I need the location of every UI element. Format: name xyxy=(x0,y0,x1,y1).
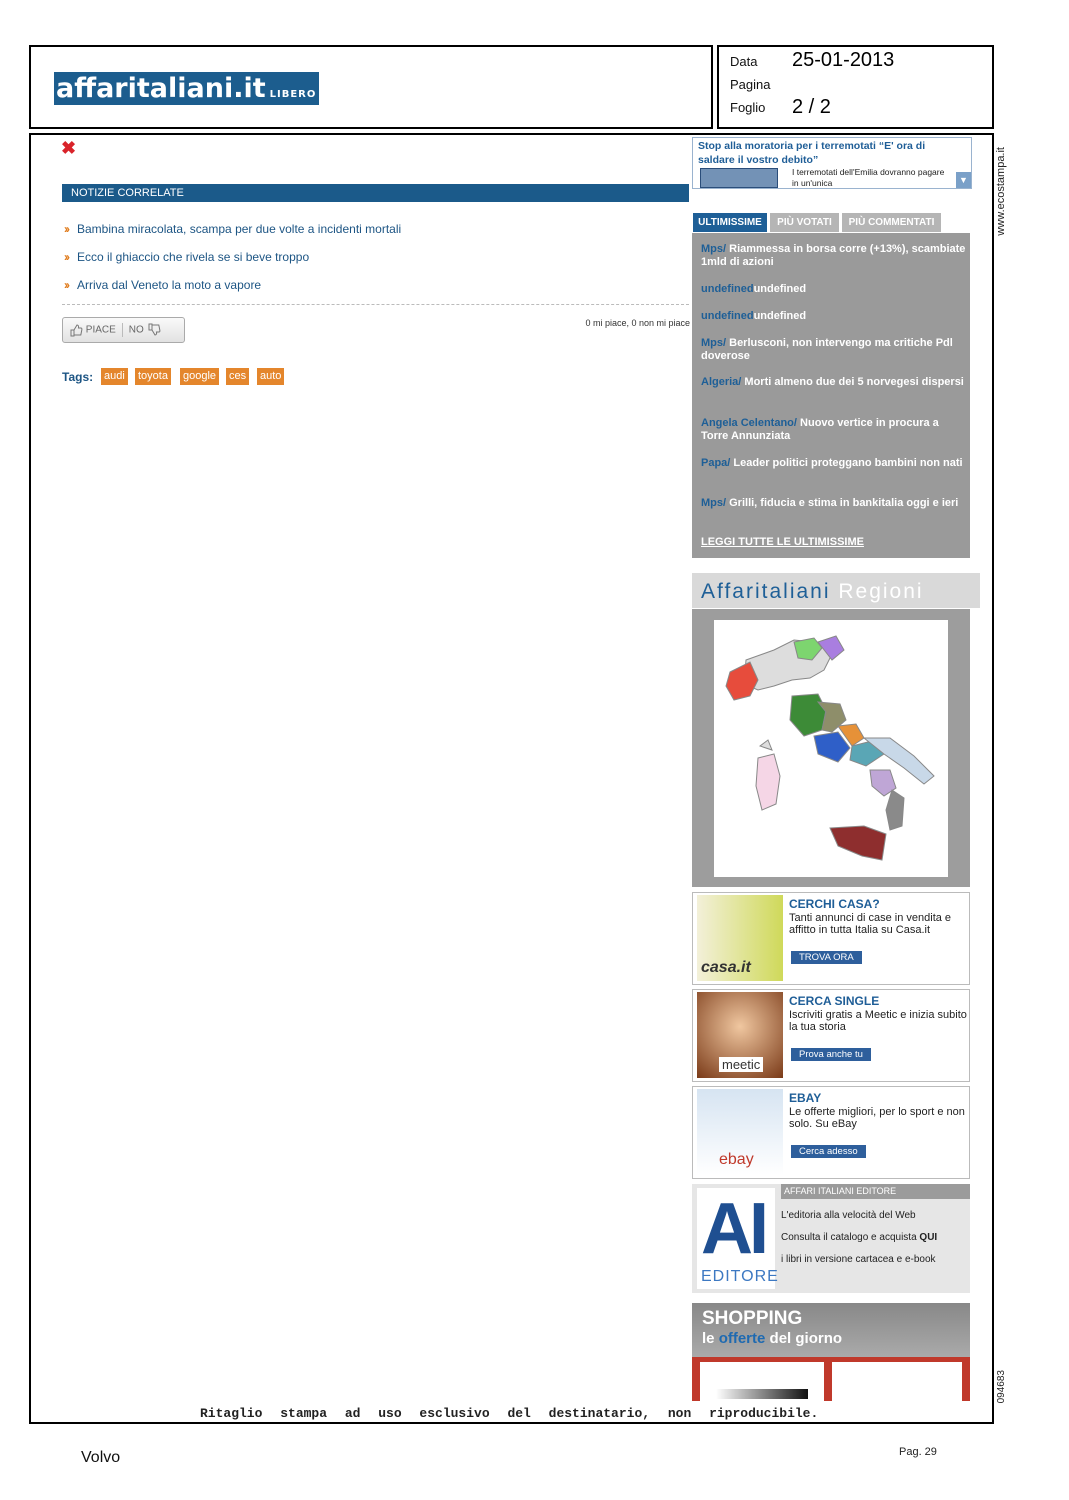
casa-logo: casa.it xyxy=(701,959,751,976)
promo-text: I terremotati dell'Emilia dovranno pagare in un'unica xyxy=(792,167,945,188)
tag-link[interactable]: toyota xyxy=(135,368,171,385)
double-chevron-icon: ›› xyxy=(64,250,68,264)
trova-ora-button[interactable]: TROVA ORA xyxy=(791,951,862,964)
ad-title[interactable]: CERCHI CASA? xyxy=(789,897,880,911)
ad-text: Iscriviti gratis a Meetic e inizia subito la tua storia xyxy=(789,1009,967,1033)
promo-thumbnail xyxy=(700,168,778,188)
ad-title[interactable]: EBAY xyxy=(789,1091,822,1105)
thumbs-down-icon xyxy=(147,323,161,337)
client-name: Volvo xyxy=(81,1449,121,1466)
news-item[interactable]: undefinedundefined xyxy=(701,283,807,295)
tab-piu-commentati[interactable]: PIÙ COMMENTATI xyxy=(842,213,941,232)
shopping-subtitle: le offerte del giorno xyxy=(702,1330,843,1347)
dislike-button[interactable]: NO xyxy=(122,323,167,337)
affaritaliani-logo: affaritaliani.it LIBERO xyxy=(54,72,319,105)
related-news-item[interactable]: ›› Ecco il ghiaccio che rivela se si beve troppo xyxy=(64,250,310,264)
ad-text: Tanti annunci di case in vendita e affitto in tutta Italia su Casa.it xyxy=(789,912,952,936)
close-icon[interactable]: ✖ xyxy=(61,138,77,158)
double-chevron-icon: ›› xyxy=(64,222,68,236)
meetic-ad-image xyxy=(697,992,783,1078)
news-item[interactable]: Angela Celentano/ Nuovo vertice in procura a Torre Annunziata xyxy=(701,417,939,442)
ritaglio-notice: Ritaglio stampa ad uso esclusivo del destinatario, non riproducibile. xyxy=(200,1406,819,1421)
data-label: Data xyxy=(730,54,758,69)
data-value: 25-01-2013 xyxy=(792,49,895,71)
likes-count: 0 mi piace, 0 non mi piace xyxy=(585,318,690,328)
double-chevron-icon: ›› xyxy=(64,278,68,292)
divider xyxy=(62,304,689,305)
like-dislike-widget xyxy=(62,317,185,343)
shopping-title: SHOPPING xyxy=(702,1308,803,1329)
page-number: Pag. 29 xyxy=(899,1446,937,1458)
regioni-header[interactable]: Affaritaliani Regioni xyxy=(692,573,980,608)
news-item[interactable]: Papa/ Leader politici proteggano bambini non nati xyxy=(701,457,963,469)
read-all-link[interactable]: LEGGI TUTTE LE ULTIMISSIME xyxy=(701,536,864,548)
italy-map-icon xyxy=(714,620,948,877)
thumbs-up-icon xyxy=(69,323,83,337)
italy-regions-map[interactable] xyxy=(714,620,948,877)
clipping-code: 094683 xyxy=(996,1370,1007,1404)
qui-link[interactable]: QUI xyxy=(919,1232,938,1243)
news-item[interactable]: undefinedundefined xyxy=(701,310,807,322)
casa-ad-image xyxy=(697,895,783,981)
ad-text: Le offerte migliori, per lo sport e non solo. Su eBay xyxy=(789,1106,965,1130)
cerca-adesso-button[interactable]: Cerca adesso xyxy=(791,1145,866,1158)
related-news-item[interactable]: ›› Bambina miracolata, scampa per due volte a incidenti mortali xyxy=(64,222,402,236)
tags-label: Tags: xyxy=(62,370,94,384)
pagina-label: Pagina xyxy=(730,77,771,92)
shopping-products[interactable] xyxy=(692,1357,970,1401)
tag-link[interactable]: ces xyxy=(226,368,249,385)
tab-ultimissime[interactable]: ULTIMISSIME xyxy=(693,213,767,232)
ad-title[interactable]: CERCA SINGLE xyxy=(789,994,880,1008)
prova-anche-tu-button[interactable]: Prova anche tu xyxy=(791,1048,871,1061)
editore-line: L'editoria alla velocità del Web xyxy=(781,1210,916,1221)
scroll-down-icon[interactable]: ▼ xyxy=(956,172,971,188)
ebay-logo: ebay xyxy=(719,1151,754,1168)
promo-title[interactable]: Stop alla moratoria per i terremotati “E' ora di saldare il vostro debito” xyxy=(698,140,926,166)
ai-editore-logo[interactable]: AI EDITORE xyxy=(697,1188,775,1289)
news-item[interactable]: Mps/ Riammessa in borsa corre (+13%), scambiate 1mld di azioni xyxy=(701,243,966,268)
meetic-logo: meetic xyxy=(719,1057,763,1072)
news-item[interactable]: Mps/ Berlusconi, non intervengo ma critiche Pdl doverose xyxy=(701,337,953,362)
news-item[interactable]: Mps/ Grilli, fiducia e stima in bankitalia oggi e ieri xyxy=(701,497,959,509)
news-item[interactable]: Algeria/ Morti almeno due dei 5 norvegesi dispersi xyxy=(701,376,964,388)
tag-link[interactable]: audi xyxy=(101,368,128,385)
editore-line: Consulta il catalogo e acquista QUI xyxy=(781,1232,938,1243)
tag-link[interactable]: google xyxy=(180,368,219,385)
like-button[interactable]: PIACE xyxy=(63,323,122,337)
related-news-header: NOTIZIE CORRELATE xyxy=(62,184,689,202)
tag-link[interactable]: auto xyxy=(257,368,284,385)
foglio-label: Foglio xyxy=(730,100,766,115)
related-news-item[interactable]: ›› Arriva dal Veneto la moto a vapore xyxy=(64,278,262,292)
foglio-value: 2 / 2 xyxy=(792,96,831,118)
tab-piu-votati[interactable]: PIÙ VOTATI xyxy=(770,213,839,232)
editore-line: i libri in versione cartacea e e-book xyxy=(781,1254,936,1265)
editore-header: AFFARI ITALIANI EDITORE xyxy=(781,1184,970,1199)
ecostampa-url: www.ecostampa.it xyxy=(995,147,1007,236)
ebay-ad-image xyxy=(697,1089,783,1175)
